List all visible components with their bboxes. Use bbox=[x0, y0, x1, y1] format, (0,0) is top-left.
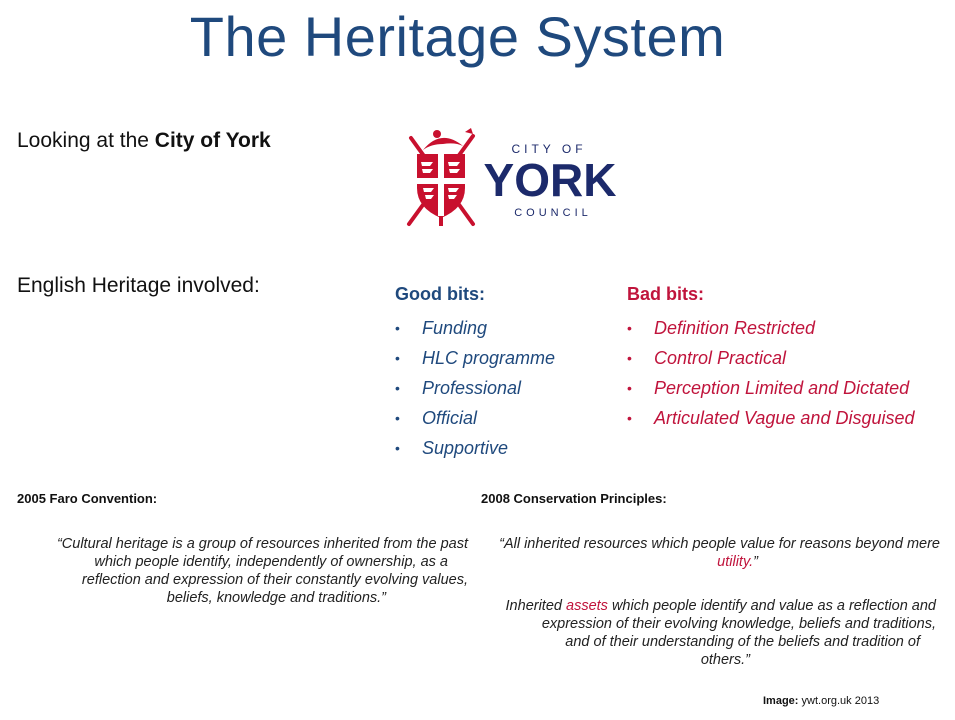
faro-quote-line: “Cultural heritage is a group of resources inherited from the past bbox=[56, 536, 468, 552]
bullet-icon: • bbox=[395, 440, 400, 456]
image-credit bbox=[763, 695, 879, 707]
conservation-quote-line: “All inherited resources which people value for reasons beyond mere bbox=[499, 536, 940, 552]
list-item: • Official bbox=[395, 403, 555, 433]
slide-title: The Heritage System bbox=[189, 5, 726, 68]
faro-quote bbox=[20, 535, 468, 607]
conservation-quote-line: others.” bbox=[700, 652, 750, 668]
good-bits-heading: Good bits: bbox=[395, 284, 485, 304]
utility-highlight: utility. bbox=[717, 554, 754, 570]
list-item: • Supportive bbox=[395, 433, 555, 463]
conservation-quote-line: expression of their evolving knowledge, beliefs and traditions, bbox=[541, 616, 936, 632]
faro-quote-line: beliefs, knowledge and traditions.” bbox=[166, 590, 386, 606]
city-of-york-council-logo bbox=[403, 126, 635, 232]
faro-heading: 2005 Faro Convention: bbox=[17, 491, 158, 506]
bullet-icon: • bbox=[627, 320, 632, 336]
bullet-icon: • bbox=[395, 380, 400, 396]
list-item: • Control Practical bbox=[627, 343, 915, 373]
english-heritage-involved: English Heritage involved: bbox=[17, 274, 260, 297]
faro-quote-line: which people identify, independently of ownership, as a bbox=[94, 554, 448, 570]
list-item: • Definition Restricted bbox=[627, 313, 915, 343]
list-item: • HLC programme bbox=[395, 343, 555, 373]
list-item: • Articulated Vague and Disguised bbox=[627, 403, 915, 433]
image-credit-text: ywt.org.uk 2013 bbox=[798, 695, 880, 707]
bullet-icon: • bbox=[627, 410, 632, 426]
list-item: • Funding bbox=[395, 313, 555, 343]
faro-quote-line: reflection and expression of their constantly evolving values, bbox=[81, 572, 468, 588]
bad-bits-list bbox=[627, 313, 915, 433]
looking-prefix: Looking at the bbox=[17, 129, 155, 152]
assets-highlight: assets bbox=[566, 598, 608, 614]
good-bits-section bbox=[395, 283, 555, 463]
conservation-heading: 2008 Conservation Principles: bbox=[481, 491, 667, 506]
bullet-icon: • bbox=[395, 320, 400, 336]
conservation-quote-line: utility.” bbox=[717, 554, 758, 570]
conservation-quote-line: and of their understanding of the beliefs and tradition of bbox=[565, 634, 920, 650]
bullet-icon: • bbox=[395, 350, 400, 366]
image-credit-label: Image: bbox=[763, 695, 799, 707]
conservation-quote-1 bbox=[474, 535, 940, 571]
bullet-icon: • bbox=[627, 350, 632, 366]
logo-york: YORK bbox=[483, 154, 617, 206]
looking-at-text bbox=[17, 129, 271, 153]
logo-city-of: CITY OF bbox=[511, 142, 587, 156]
list-item: • Professional bbox=[395, 373, 555, 403]
crest-icon bbox=[409, 128, 473, 226]
conservation-quote-line: Inherited assets which people identify and value as a reflection and bbox=[505, 598, 936, 614]
conservation-quote-2 bbox=[474, 597, 936, 669]
list-item: • Perception Limited and Dictated bbox=[627, 373, 915, 403]
bad-bits-heading: Bad bits: bbox=[627, 284, 705, 304]
good-bits-list bbox=[395, 313, 555, 463]
logo-council: COUNCIL bbox=[514, 207, 592, 219]
bullet-icon: • bbox=[395, 410, 400, 426]
bullet-icon: • bbox=[627, 380, 632, 396]
bad-bits-section bbox=[627, 283, 915, 433]
city-of-york-bold: City of York bbox=[154, 129, 271, 152]
